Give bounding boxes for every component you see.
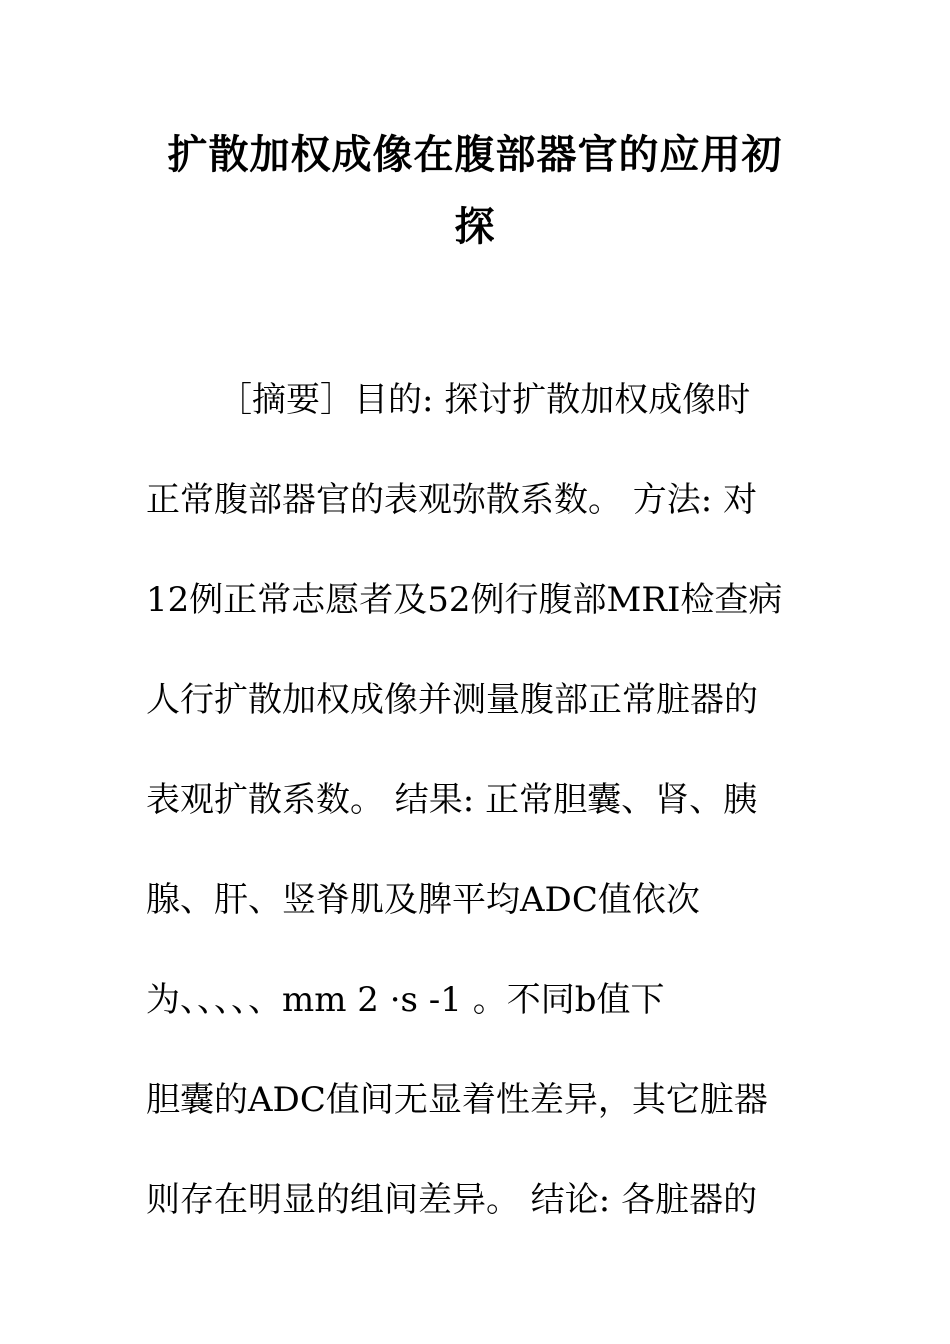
abstract-line-1: ［摘要］目的: 探讨扩散加权成像时 <box>218 380 751 420</box>
abstract-line-8: 胆囊的ADC值间无显着性差异，其它脏器 <box>146 1080 768 1120</box>
abstract-line-6: 腺、肝、竖脊肌及脾平均ADC值依次 <box>146 880 700 920</box>
document-title-line-2: 探 <box>454 204 496 250</box>
abstract-line-3: 12例正常志愿者及52例行腹部MRI检查病 <box>146 580 783 620</box>
abstract-line-7: 为、、、、、mm 2 ·s -1 。不同b值下 <box>146 980 665 1020</box>
abstract-line-2: 正常腹部器官的表观弥散系数。 方法: 对 <box>146 480 758 520</box>
abstract-line-9: 则存在明显的组间差异。 结论: 各脏器的 <box>146 1180 758 1220</box>
document-title-line-1: 扩散加权成像在腹部器官的应用初 <box>167 132 783 178</box>
abstract-line-4: 人行扩散加权成像并测量腹部正常脏器的 <box>146 680 758 720</box>
abstract-line-5: 表观扩散系数。 结果: 正常胆囊、肾、胰 <box>146 780 758 820</box>
